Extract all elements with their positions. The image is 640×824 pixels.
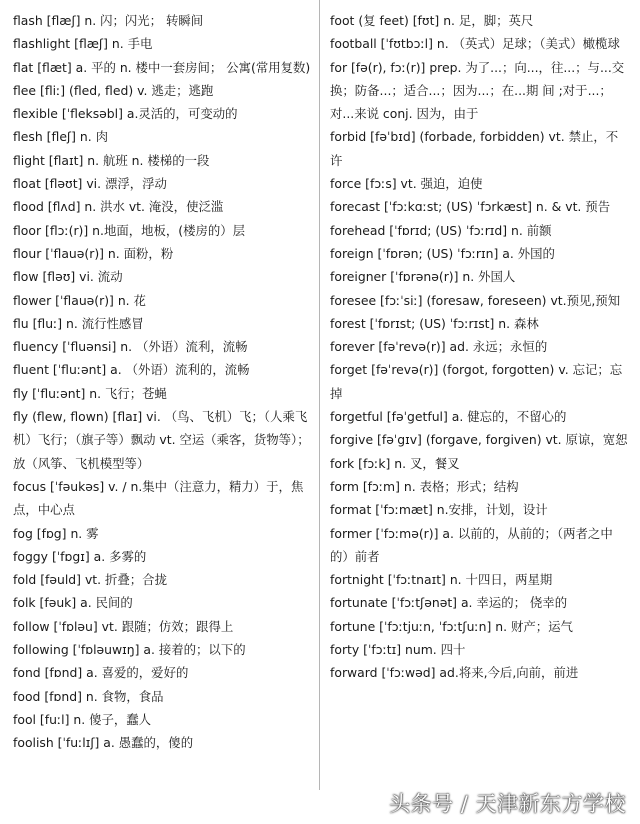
vocab-entry: food [fɒnd] n. 食物，食品 bbox=[13, 688, 164, 704]
vocab-entry: flashlight [flæʃ] n. 手电 bbox=[13, 36, 153, 52]
vocab-entry: fog [fɒg] n. 雾 bbox=[13, 525, 99, 541]
vocab-entry: fold [fəuld] vt. 折叠；合拢 bbox=[13, 572, 167, 588]
vocab-entry: force [fɔːs] vt. 强迫，迫使 bbox=[330, 176, 483, 192]
vocab-entry: fork [fɔːk] n. 叉，餐叉 bbox=[330, 455, 460, 471]
vocab-entry: flight [flaɪt] n. 航班 n. 楼梯的一段 bbox=[13, 152, 210, 168]
vocab-entry: forest [ˈfɒrɪst; (US) ˈfɔːrɪst] n. 森林 bbox=[330, 315, 539, 331]
vocab-entry: forty [ˈfɔːtɪ] num. 四十 bbox=[330, 642, 466, 658]
vocab-entry: form [fɔːm] n. 表格；形式；结构 bbox=[330, 478, 519, 494]
vocab-entry: flash [flæʃ] n. 闪；闪光； 转瞬间 bbox=[13, 13, 204, 28]
vocab-entry: foggy [ˈfɒgɪ] a. 多雾的 bbox=[13, 548, 147, 564]
vocab-entry: for [fə(r), fɔː(r)] prep. 为了...；向...，往...；与...交换；防备...；适合...；因为...；在...期 间 ;对于...；对...来说 conj. 因为，由于 bbox=[330, 59, 625, 122]
vocab-entry: flood [flʌd] n. 洪水 vt. 淹没，使泛滥 bbox=[13, 199, 224, 215]
left-column bbox=[13, 9, 313, 755]
vocab-entry: forward [ˈfɔːwəd] ad.将来,今后,向前，前进 bbox=[330, 665, 579, 681]
vocab-entry: forehead [ˈfɒrɪd; (US) ˈfɔːrɪd] n. 前额 bbox=[330, 222, 552, 238]
vocab-entry: folk [fəuk] a. 民间的 bbox=[13, 595, 133, 611]
vocab-entry: forecast [ˈfɔːkɑːst; (US) ˈfɔrkæst] n. & vt. 预告 bbox=[330, 199, 611, 215]
vocab-entry: forgetful [fəˈgetful] a. 健忘的，不留心的 bbox=[330, 409, 567, 425]
vocab-entry: following [ˈfɒləuwɪŋ] a. 接着的；以下的 bbox=[13, 642, 246, 658]
vocab-entry: foreigner [ˈfɒrənə(r)] n. 外国人 bbox=[330, 269, 516, 285]
column-divider bbox=[319, 0, 320, 790]
vocab-entry: flow [fləʊ] vi. 流动 bbox=[13, 269, 123, 285]
vocab-entry: format [ˈfɔːmæt] n.安排，计划，设计 bbox=[330, 502, 548, 518]
vocab-entry: flexible [ˈfleksəbl] a.灵活的，可变动的 bbox=[13, 106, 238, 122]
vocab-entry: forgive [fəˈgɪv] (forgave, forgiven) vt. 原谅，宽恕 bbox=[330, 432, 628, 448]
vocab-entry: fortunate [ˈfɔːtʃənət] a. 幸运的； 侥幸的 bbox=[330, 595, 568, 611]
vocab-entry: flat [flæt] a. 平的 n. 楼中一套房间； 公寓(常用复数) bbox=[13, 59, 311, 75]
vocab-entry: fluent [ˈfluːənt] a. （外语）流利的，流畅 bbox=[13, 362, 250, 378]
right-column bbox=[330, 9, 630, 685]
vocab-entry: fortnight [ˈfɔːtnaɪt] n. 十四日，两星期 bbox=[330, 572, 553, 588]
vocab-entry: former [ˈfɔːmə(r)] a. 以前的，从前的；（两者之中的）前者 bbox=[330, 525, 613, 564]
vocab-entry: football [ˈfʊtbɔːl] n. （英式）足球；（美式）橄榄球 bbox=[330, 36, 620, 52]
vocab-entry: floor [flɔː(r)] n.地面，地板，(楼房的）层 bbox=[13, 222, 246, 238]
vocab-entry: flower [ˈflauə(r)] n. 花 bbox=[13, 292, 146, 308]
vocab-entry: foot (复 feet) [fʊt] n. 足，脚；英尺 bbox=[330, 13, 534, 28]
vocab-entry: forget [fəˈrevə(r)] (forgot, forgotten) v. 忘记；忘掉 bbox=[330, 362, 623, 401]
vocab-entry: flour [ˈflauə(r)] n. 面粉，粉 bbox=[13, 245, 174, 261]
vocab-entry: foresee [fɔːˈsiː] (foresaw, foreseen) vt.预见,预知 bbox=[330, 292, 621, 308]
vocab-entry: follow [ˈfɒləu] vt. 跟随；仿效；跟得上 bbox=[13, 618, 234, 634]
vocab-entry: fortune [ˈfɔːtjuːn, ˈfɔːtʃuːn] n. 财产；运气 bbox=[330, 618, 573, 634]
vocab-entry: fluency [ˈfluənsi] n. （外语）流利，流畅 bbox=[13, 339, 248, 355]
vocab-entry: fly [ˈfluːənt] n. 飞行；苍蝇 bbox=[13, 385, 167, 401]
vocab-entry: forever [fəˈrevə(r)] ad. 永远；永恒的 bbox=[330, 339, 548, 355]
source-watermark: 头条号 / 天津新东方学校 bbox=[389, 792, 626, 816]
vocab-entry: foreign [ˈfɒrən; (US) ˈfɔːrɪn] a. 外国的 bbox=[330, 245, 555, 261]
vocab-entry: float [fləʊt] vi. 漂浮，浮动 bbox=[13, 176, 167, 192]
vocab-entry: forbid [fəˈbɪd] (forbade, forbidden) vt. 禁止，不许 bbox=[330, 129, 619, 168]
vocab-entry: foolish [ˈfuːlɪʃ] a. 愚蠢的，傻的 bbox=[13, 735, 194, 751]
vocab-entry: flee [fliː] (fled, fled) v. 逃走；逃跑 bbox=[13, 82, 214, 98]
vocab-entry: fly (flew, flown) [flaɪ] vi. （鸟、飞机）飞；（人乘飞机）飞行；（旗子等）飘动 vt. 空运（乘客，货物等）；放（风筝、飞机模型等） bbox=[13, 409, 310, 471]
vocab-entry: fool [fuːl] n. 傻子，蠢人 bbox=[13, 711, 152, 727]
vocab-entry: flesh [fleʃ] n. 肉 bbox=[13, 129, 108, 145]
vocab-entry: focus [ˈfəukəs] v. / n.集中（注意力，精力）于，焦点，中心点 bbox=[13, 478, 304, 518]
vocab-entry: fond [fɒnd] a. 喜爱的，爱好的 bbox=[13, 665, 189, 681]
vocab-entry: flu [fluː] n. 流行性感冒 bbox=[13, 315, 144, 331]
